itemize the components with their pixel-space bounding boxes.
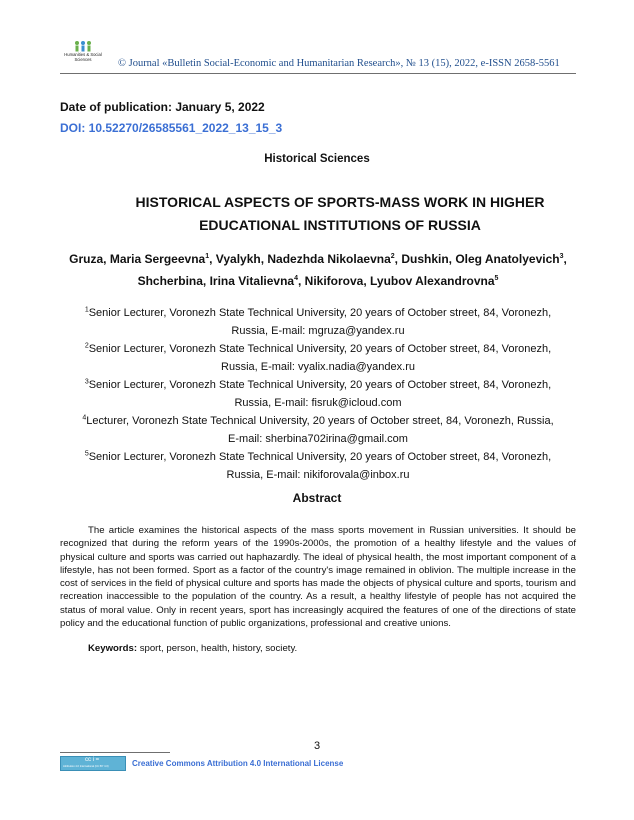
footer-divider (60, 752, 170, 753)
affiliation (60, 448, 576, 484)
author-separator: , (563, 252, 567, 266)
author-mark: 4 (294, 275, 298, 282)
logo-text-line-1: Humanities & Social (64, 52, 102, 57)
affiliation-line-1: Senior Lecturer, Voronezh State Technical University, 20 years of October street, 84, Voronezh, (88, 451, 552, 463)
journal-logo-icon (72, 40, 94, 52)
author-separator: , (298, 274, 305, 288)
section-heading: Historical Sciences (264, 153, 370, 165)
author-mark: 3 (559, 253, 564, 260)
abstract-heading: Abstract (292, 491, 342, 505)
affiliation-line-2: Russia, E-mail: vyalix.nadia@yandex.ru (221, 361, 415, 373)
page-number: 3 (313, 740, 321, 752)
cc-license-badge[interactable] (60, 756, 126, 771)
cc-badge-caption: Attribution 4.0 International (CC BY 4.0) (63, 765, 109, 768)
keywords-list: sport, person, health, history, society. (137, 643, 298, 654)
logo-text-line-2: Sciences (74, 57, 92, 62)
affiliation (60, 304, 576, 340)
article-title-line-1: HISTORICAL ASPECTS OF SPORTS-MASS WORK IN HIGHER (135, 194, 545, 210)
affiliation-line-2: Russia, E-mail: mgruza@yandex.ru (231, 325, 405, 337)
journal-logo (60, 40, 106, 70)
journal-citation-line: © Journal «Bulletin Social-Economic and Humanitarian Research», № 13 (15), 2022, e-ISSN 2658-5561 (118, 58, 560, 69)
affiliation (60, 412, 576, 448)
affiliation (60, 340, 576, 376)
author-mark: 1 (205, 253, 210, 260)
author-name: Nikiforova, Lyubov Alexandrovna (304, 274, 495, 288)
affiliation-mark: 3 (84, 378, 89, 386)
publication-date: Date of publication: January 5, 2022 (60, 100, 265, 114)
affiliation-mark: 1 (84, 306, 89, 314)
affiliation-line-2: Russia, E-mail: nikiforovala@inbox.ru (226, 469, 410, 481)
affiliation-line-1: Senior Lecturer, Voronezh State Technical University, 20 years of October street, 84, Voronezh, (88, 343, 552, 355)
affiliation-line-1: Senior Lecturer, Voronezh State Technical University, 20 years of October street, 84, Voronezh, (88, 307, 552, 319)
journal-header (60, 40, 580, 74)
author-name: Dushkin, Oleg Anatolyevich (401, 252, 560, 266)
affiliation-list (60, 304, 576, 484)
article-title (100, 191, 580, 237)
author-name: Gruza, Maria Sergeevna (69, 252, 206, 266)
author-name: Shcherbina, Irina Vitalievna (137, 274, 295, 288)
author-mark: 2 (390, 253, 395, 260)
affiliation-line-1: Senior Lecturer, Voronezh State Technical University, 20 years of October street, 84, Voronezh, (88, 379, 552, 391)
author-name: Vyalykh, Nadezhda Nikolaevna (215, 252, 391, 266)
affiliation-line-2: Russia, E-mail: fisruk@icloud.com (234, 397, 402, 409)
abstract-body: The article examines the historical aspects of the mass sports movement in Russian universities. It should be recognized that during the reform years of the 1990s-2000s, the promotion of a healthy lifestyle and the values of physical culture and sports was carried out haphazardly. The ideal of physical health, the most important component of a lifestyle, has not been formed. Sport as a factor of the country's image remained in oblivion. The multiple increase in the cost of services in the field of physical culture and sports has made the objects of physical culture and sports, tourism and recreation inaccessible to the population of the country. As a result, a healthy lifestyle of people has not acquired the status of moral value. Only in recent years, sport has increasingly acquired the features of one of the directions of state policy and the educational function of public organizations, professional and creative unions. (60, 525, 576, 630)
author-separator: , (394, 252, 402, 266)
header-divider (60, 73, 576, 74)
keywords (88, 643, 297, 654)
doi-link[interactable]: DOI: 10.52270/26585561_2022_13_15_3 (60, 121, 283, 135)
affiliation-line-2: E-mail: sherbina702irina@gmail.com (228, 433, 408, 445)
author-list (60, 248, 576, 292)
affiliation-mark: 2 (84, 342, 89, 350)
cc-by-icon: cc i = (85, 757, 100, 763)
affiliation (60, 376, 576, 412)
affiliation-mark: 4 (82, 414, 87, 422)
affiliation-line-1: Lecturer, Voronezh State Technical University, 20 years of October street, 84, Voronezh, Russia, (86, 415, 554, 427)
author-mark: 5 (494, 275, 499, 282)
license-link[interactable]: Creative Commons Attribution 4.0 International License (132, 759, 344, 768)
affiliation-mark: 5 (84, 450, 89, 458)
keywords-label: Keywords: (88, 643, 138, 654)
article-title-line-2: EDUCATIONAL INSTITUTIONS OF RUSSIA (199, 217, 481, 233)
author-separator: , (209, 252, 216, 266)
